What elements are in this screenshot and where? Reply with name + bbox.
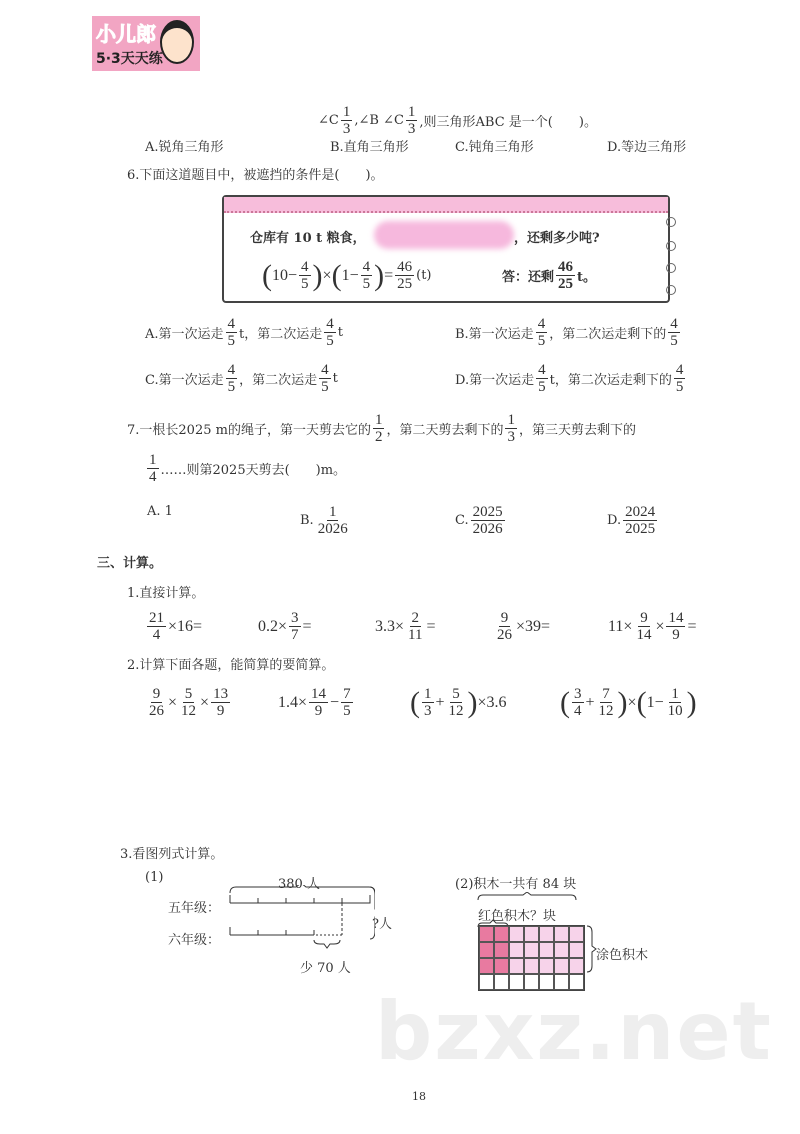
q7-option-a: [147, 504, 173, 519]
numerator: 2025: [472, 504, 503, 520]
text-segment: (t): [416, 268, 432, 283]
parenthesis: ): [374, 258, 385, 292]
numerator: 4: [301, 259, 309, 275]
text-segment: ×: [322, 266, 332, 284]
parenthesis: ): [467, 685, 478, 719]
grid-cell: [569, 958, 584, 974]
numerator: 1: [671, 686, 679, 702]
diagram1-question: ?人: [372, 917, 392, 932]
numerator: 4: [326, 316, 334, 332]
text-segment: ×: [655, 617, 665, 635]
parenthesis: (: [410, 685, 420, 719]
text-segment: ×3.6: [477, 693, 507, 711]
problem-card: [222, 195, 670, 303]
part3-title: 3.看图列式计算。: [120, 847, 224, 862]
card-text-end: ，还剩多少吨?: [514, 231, 600, 246]
q6-stem: 6.下面这道题目中，被遮挡的条件是( )。: [127, 168, 384, 183]
fraction: [505, 412, 517, 445]
diagram1-label: (1): [145, 870, 164, 885]
fraction: [341, 104, 353, 137]
text-segment: 0.2×: [258, 617, 288, 635]
text-segment: B.: [300, 513, 314, 528]
denominator: 12: [448, 703, 464, 719]
grid-cell: [494, 926, 509, 942]
diagram2-red-label: 红色积木？块: [478, 909, 557, 924]
denominator: 2025: [625, 521, 656, 537]
numerator: 3: [574, 686, 582, 702]
text-segment: A. 1: [147, 504, 173, 519]
logo-subtitle: 5·3天天练: [96, 51, 163, 67]
denominator: 5: [675, 379, 684, 395]
numerator: 9: [152, 686, 161, 702]
q5-option-c: C.钝角三角形: [455, 140, 534, 155]
fraction: [324, 316, 336, 349]
q5-stem: [318, 104, 597, 137]
denominator: 14: [636, 627, 652, 643]
denominator: 3: [507, 429, 515, 445]
grid-cell: [569, 942, 584, 958]
denominator: 3: [342, 121, 351, 137]
grid-cell: [524, 958, 539, 974]
fraction: [179, 686, 198, 719]
numerator: 5: [184, 686, 193, 702]
text-segment: +: [585, 693, 595, 711]
text-segment: C.: [455, 513, 469, 528]
calc-item: [560, 686, 697, 719]
text-segment: ，第三天剪去剩下的: [518, 423, 636, 438]
parenthesis: ): [617, 685, 628, 719]
q5-option-a: A.锐角三角形: [145, 140, 224, 155]
grade6-label: 六年级：: [168, 933, 221, 948]
fraction: [406, 104, 418, 137]
text-segment: ，第二天剪去剩下的: [386, 423, 504, 438]
card-text-start: 仓库有 10 t 粮食，: [250, 231, 366, 246]
grid-cell: [479, 958, 494, 974]
fraction: [147, 610, 166, 643]
card-equation: [262, 259, 432, 292]
denominator: 5: [326, 333, 334, 349]
text-segment: ……则第2025天剪去( )m。: [160, 463, 347, 478]
fraction: [668, 316, 680, 349]
numerator: 1: [374, 412, 383, 428]
text-segment: 3.3×: [375, 617, 405, 635]
calc-item: [258, 610, 312, 643]
text-segment: D.第一次运走: [455, 373, 535, 388]
denominator: 5: [537, 333, 546, 349]
text-segment: t: [337, 325, 343, 340]
fraction: [316, 504, 350, 537]
text-segment: 答：还剩: [502, 270, 555, 285]
text-segment: ,∠B ∠C: [354, 113, 404, 128]
numerator: 9: [640, 610, 648, 626]
section-title: 三、计算。: [97, 556, 163, 571]
fraction: [361, 259, 373, 292]
text-segment: ×16=: [168, 617, 203, 635]
fraction: [341, 686, 353, 719]
numerator: 21: [149, 610, 164, 626]
fraction: [471, 504, 505, 537]
text-segment: t: [332, 371, 338, 386]
fraction: [666, 686, 685, 719]
numerator: 4: [670, 316, 678, 332]
numerator: 4: [362, 259, 371, 275]
calc-item: [410, 686, 507, 719]
mascot-icon: [160, 20, 194, 64]
denominator: 4: [152, 627, 161, 643]
logo-title: 小儿郎: [96, 22, 156, 46]
segment-diagram: [225, 885, 375, 965]
q7-option-d: [607, 504, 659, 537]
text-segment: 1−: [341, 266, 359, 284]
fraction: [634, 610, 653, 643]
grid-cell: [494, 958, 509, 974]
fraction: [395, 259, 414, 292]
text-segment: B.第一次运走: [455, 327, 534, 342]
fraction: [674, 362, 686, 395]
denominator: 26: [149, 703, 164, 719]
q6-option-c: [145, 362, 338, 395]
q7-option-b: [300, 504, 352, 537]
numerator: 14: [311, 686, 327, 702]
fraction: [536, 362, 548, 395]
text-segment: C.第一次运走: [145, 373, 224, 388]
text-segment: 1.4×: [278, 693, 308, 711]
fraction: [597, 686, 616, 719]
fraction: [572, 686, 584, 719]
denominator: 9: [216, 703, 225, 719]
card-stripe: [224, 197, 668, 213]
grid-cell: [539, 926, 554, 942]
grid-cell: [539, 958, 554, 974]
part1-title: 1.直接计算。: [127, 586, 205, 601]
text-segment: t，第二次运走: [239, 327, 323, 342]
diagram2-label: (2)积木一共有 84 块: [455, 877, 577, 892]
q5-option-d: D.等边三角形: [607, 140, 687, 155]
diagram2-painted-label: 涂色积木: [596, 948, 649, 963]
fraction: [623, 504, 657, 537]
q6-option-b: [455, 316, 682, 349]
text-segment: ,则三角形ABC 是一个( )。: [419, 115, 597, 130]
fraction: [309, 686, 328, 719]
fraction: [406, 610, 424, 643]
parenthesis: ): [686, 685, 697, 719]
text-segment: ×: [200, 693, 210, 711]
numerator: 4: [675, 362, 684, 378]
text-segment: ×: [627, 693, 637, 711]
numerator: 4: [538, 362, 546, 378]
numerator: 1: [507, 412, 515, 428]
numerator: 7: [343, 686, 351, 702]
numerator: 1: [407, 104, 416, 120]
diagram1-total: 380 人: [278, 877, 320, 892]
card-answer: [502, 259, 596, 292]
parenthesis: (: [636, 685, 647, 719]
grid-cell: [479, 942, 494, 958]
numerator: 2: [411, 610, 419, 626]
denominator: 4: [149, 469, 157, 485]
fraction: [299, 259, 311, 292]
numerator: 4: [227, 362, 236, 378]
fraction: [211, 686, 230, 719]
denominator: 25: [558, 276, 574, 292]
numerator: 46: [397, 259, 413, 275]
page-number: 18: [412, 1090, 426, 1103]
grid-cell: [539, 942, 554, 958]
text-segment: ∠C: [318, 113, 339, 128]
grid-cell: [494, 942, 509, 958]
text-segment: =: [302, 617, 312, 635]
numerator: 9: [500, 610, 509, 626]
block-grid: [478, 925, 585, 991]
denominator: 2026: [317, 521, 348, 537]
denominator: 2: [374, 429, 383, 445]
denominator: 9: [672, 627, 680, 643]
text-segment: 7.一根长2025 m的绳子，第一天剪去它的: [127, 423, 371, 438]
parenthesis: (: [331, 258, 342, 292]
denominator: 5: [670, 333, 678, 349]
grid-cell: [509, 926, 524, 942]
text-segment: A.第一次运走: [145, 327, 224, 342]
q6-option-d: [455, 362, 687, 395]
fraction: [556, 259, 575, 292]
fraction: [147, 452, 159, 485]
watermark: bzxz.net: [375, 985, 773, 1078]
denominator: 10: [667, 703, 683, 719]
fraction: [147, 686, 166, 719]
numerator: 1: [424, 686, 432, 702]
denominator: 5: [227, 333, 236, 349]
text-segment: ×: [168, 693, 178, 711]
denominator: 5: [343, 703, 351, 719]
numerator: 14: [668, 610, 684, 626]
text-segment: t。: [577, 270, 597, 285]
denominator: 4: [574, 703, 582, 719]
denominator: 2026: [472, 521, 503, 537]
q7-stem-line2: [145, 452, 346, 485]
denominator: 5: [538, 379, 546, 395]
q7-option-c: [455, 504, 507, 537]
denominator: 5: [227, 379, 236, 395]
denominator: 5: [362, 276, 371, 292]
fraction: [226, 362, 238, 395]
denominator: 9: [314, 703, 323, 719]
grid-cell: [509, 958, 524, 974]
fraction: [226, 316, 238, 349]
numerator: 2024: [625, 504, 656, 520]
denominator: 25: [397, 276, 413, 292]
grid-cell: [554, 942, 569, 958]
grid-cell: [509, 942, 524, 958]
fraction: [666, 610, 685, 643]
text-segment: ，第二次运走剩下的: [549, 327, 667, 342]
grid-cell: [569, 926, 584, 942]
numerator: 13: [213, 686, 229, 702]
text-segment: ×39=: [516, 617, 551, 635]
denominator: 5: [321, 379, 329, 395]
numerator: 1: [328, 504, 337, 520]
fraction: [447, 686, 466, 719]
fraction: [495, 610, 514, 643]
numerator: 5: [452, 686, 460, 702]
text-segment: =: [687, 617, 697, 635]
fraction: [536, 316, 548, 349]
denominator: 11: [408, 627, 423, 643]
parenthesis: (: [262, 258, 272, 292]
fraction: [319, 362, 331, 395]
q6-option-a: [145, 316, 343, 349]
grid-cell: [524, 942, 539, 958]
fraction: [422, 686, 434, 719]
text-segment: +: [435, 693, 445, 711]
denominator: 7: [291, 627, 299, 643]
calc-item: [145, 686, 232, 719]
fraction: [289, 610, 301, 643]
text-segment: −: [330, 693, 340, 711]
text-segment: 1−: [646, 693, 664, 711]
q5-option-b: B.直角三角形: [330, 140, 409, 155]
numerator: 4: [321, 362, 329, 378]
calc-item: [278, 686, 355, 719]
denominator: 3: [424, 703, 432, 719]
numerator: 4: [227, 316, 236, 332]
numerator: 1: [149, 452, 157, 468]
calc-item: [375, 610, 436, 643]
text-segment: t，第二次运走剩下的: [549, 373, 672, 388]
grid-cell: [554, 958, 569, 974]
denominator: 12: [598, 703, 614, 719]
calc-item: [145, 610, 202, 643]
parenthesis: ): [312, 258, 323, 292]
denominator: 12: [181, 703, 197, 719]
text-segment: 11×: [608, 617, 633, 635]
numerator: 4: [537, 316, 546, 332]
diagram1-less: 少 70 人: [300, 961, 351, 976]
numerator: 46: [558, 259, 574, 275]
denominator: 26: [497, 627, 512, 643]
fraction: [373, 412, 385, 445]
text-segment: =: [426, 617, 436, 635]
numerator: 7: [602, 686, 610, 702]
denominator: 3: [407, 121, 416, 137]
part2-title: 2.计算下面各题，能简算的要简算。: [127, 658, 335, 673]
grid-cell: [524, 926, 539, 942]
text-segment: =: [384, 266, 394, 284]
text-segment: ，第二次运走: [239, 373, 318, 388]
text-segment: D.: [607, 513, 622, 528]
grade5-label: 五年级：: [168, 901, 221, 916]
numerator: 3: [291, 610, 299, 626]
parenthesis: (: [560, 685, 570, 719]
text-segment: 10−: [272, 266, 298, 284]
calc-item: [493, 610, 550, 643]
calc-item: [608, 610, 697, 643]
denominator: 5: [301, 276, 309, 292]
grid-cell: [554, 926, 569, 942]
numerator: 1: [342, 104, 351, 120]
hidden-condition-mask: [374, 221, 514, 249]
q7-stem-line1: [127, 412, 636, 445]
brand-logo: [92, 16, 200, 71]
grid-cell: [479, 926, 494, 942]
